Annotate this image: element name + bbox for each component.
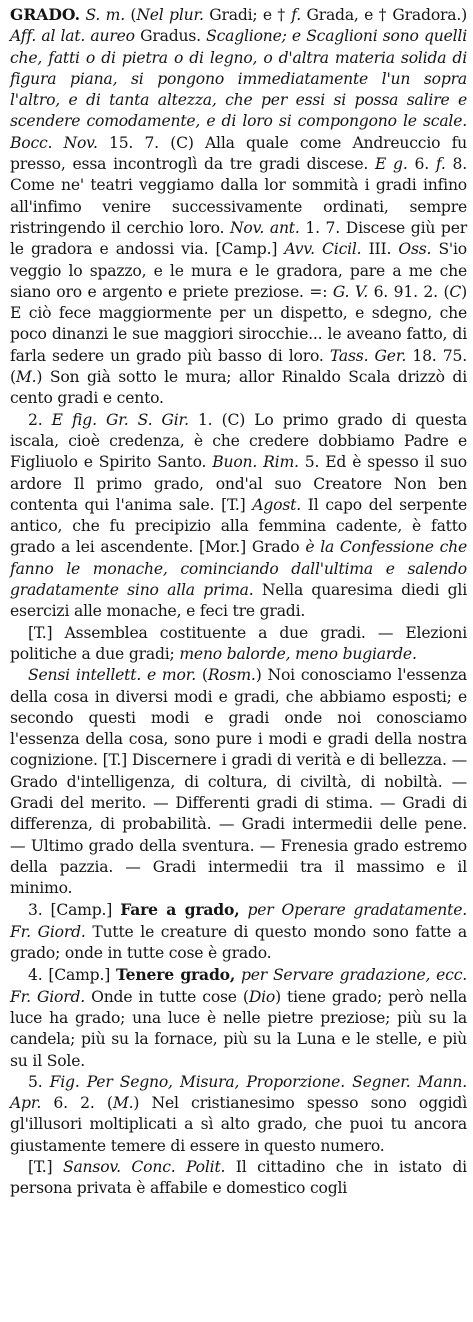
bold-phrase: Tenere grado, xyxy=(116,965,236,985)
italic-text: f. xyxy=(291,6,301,24)
text-run: [T.] Assemblea costituente a due gradi. — Elezioni politiche a due gradi; xyxy=(10,623,467,663)
italic-text: Buon. Rim. xyxy=(212,453,299,472)
italic-text: C xyxy=(449,282,462,301)
text-run: 1. (C) Lo primo grado di questa iscala, cioè credenza, è che credere dobbiamo Padre e Figliuolo e Spirito Santo. xyxy=(10,410,467,472)
text-run: Onde in tutte cose ( xyxy=(85,987,249,1006)
text-run: III. xyxy=(361,240,399,259)
italic-text: Avv. Cicil. xyxy=(284,240,362,259)
text-run: Il capo del serpente antico, che fu precipizio alla femmina cadente, è fatto grado a lei ascendente. [Mor.] Grado xyxy=(10,495,467,557)
italic-text: Sansov. Conc. Polit. xyxy=(62,1158,226,1177)
italic-text: per Servare gradazione, ecc. Fr. Giord. xyxy=(10,966,467,1006)
italic-text: Fig. Per Segno, Misura, Proporzione. Segner. Mann. Apr. xyxy=(10,1072,467,1113)
entry-sense-paragraph xyxy=(10,1072,467,1157)
text-run: Nella quaresima diedi gli esercizi alle monache, e feci tre gradi. xyxy=(10,581,467,621)
text-run: ) Noi conosciamo l'essenza della cosa in diversi modi e gradi, che abbiamo esposti; e secondo questi modi e gradi onde noi conosciamo l'essenza della cosa, sono pure i modi e gradi della nostra cognizione. [T.] Discernere i gradi di verità e di bellezza. — Grado d'intelligenza, di coltura, di civiltà, di nobiltà. — Gradi del merito. — Differenti gradi di stima. — Gradi di differenza, di probabilità. — Gradi intermedii delle pene. — Ultimo grado della sventura. — Frenesia grado estremo della pazzia. — Gradi intermedii tra il massimo e il minimo. xyxy=(10,666,467,898)
entry-sense-paragraph xyxy=(10,964,467,1071)
text-run: S'io veggio lo spazzo, e le mura e le gradora, pare a me che siano oro e argento e priete preziose. =: xyxy=(10,240,467,301)
text-run: ( xyxy=(196,666,208,685)
italic-text: è la Confessione che fanno le monache, cominciando dall'ultima e salendo gradatamente sino alla prima. xyxy=(10,538,467,600)
italic-text: S. m. xyxy=(85,6,125,24)
text-run: 2. xyxy=(28,410,52,429)
text-run: ) Son già sotto le mura; allor Rinaldo Scala drizzò di cento gradi e cento. xyxy=(10,368,467,408)
text-run: 5. xyxy=(28,1072,50,1091)
text-run: Il cittadino che in istato di persona privata è affabile e domestico cogli xyxy=(10,1158,467,1198)
italic-text: Scaglione; e Scaglioni sono quelli che, fatti o di pietra o di legno, o d'altra materia solida di figura piana, si pongono immediatamente l'un sopra l'altro, e di tanta altezza, che per essi si possa salire e scendere comodamente, e di loro si compongono le scale. xyxy=(10,27,467,131)
italic-text: Dio xyxy=(248,987,276,1006)
text-run: ( xyxy=(124,6,137,24)
text-run: Gradi; e † xyxy=(203,6,292,24)
text-run: Gradus. xyxy=(134,27,207,46)
italic-text: E fig. Gr. S. Gir. xyxy=(51,410,189,429)
italic-text: Sensi intellett. e mor. xyxy=(28,666,197,685)
italic-text: per Operare gradatamente. Fr. Giord. xyxy=(10,901,467,941)
italic-text: Bocc. Nov. xyxy=(10,133,98,152)
entry-sense-paragraph xyxy=(10,1157,467,1200)
italic-text: M. xyxy=(15,368,37,387)
italic-text: G. V. xyxy=(332,282,368,301)
entry-headword-paragraph xyxy=(10,4,467,410)
italic-text: Tass. Ger. xyxy=(329,346,407,365)
text-run: Grada, e † Gradora.) xyxy=(300,6,467,24)
text-run: 5. Ed è spesso il suo ardore Il primo grado, ond'al suo Creatore Non ben contenta qui l'anima sale. [T.] xyxy=(10,453,467,514)
text-run: 8. Come ne' teatri veggiamo dalla lor sommità i gradi infino all'infimo venire successivamente ordinati, sempre ristringendo il cerchio loro. xyxy=(10,155,467,237)
text-run: ) E ciò fece maggiormente per un dispetto, e sdegno, che poco dinanzi le sue maggiori sirocchie... le aveano fatto, di farla sedere un grado più basso di loro. xyxy=(10,282,467,365)
italic-text: M. xyxy=(112,1094,134,1113)
text-run: ) tiene grado; però nella luce ha grado; una luce è nelle pietre preziose; più su la candela; più su la fornace, più su la Luna e le stelle, e più su il Sole. xyxy=(10,987,467,1070)
italic-text: Nov. ant. xyxy=(229,218,300,237)
entry-sense-paragraph xyxy=(10,899,467,964)
text-run: 6. 2. ( xyxy=(41,1094,113,1113)
italic-text: E g. xyxy=(375,155,408,174)
text-run: Tutte le creature di questo mondo sono fatte a grado; onde in tutte cose è grado. xyxy=(10,922,467,963)
italic-text: Aff. al lat. aureo xyxy=(10,27,135,46)
text-run: [T.] xyxy=(28,1158,63,1177)
text-run: 6. 91. 2. ( xyxy=(368,282,450,301)
italic-text: Rosm. xyxy=(207,666,256,685)
text-run: 18. 75. ( xyxy=(10,346,467,387)
text-run: 1. 7. Discese giù per le gradora e andossi via. [Camp.] xyxy=(10,218,467,259)
entry-sense-paragraph xyxy=(10,665,467,899)
italic-text: meno balorde, meno bugiarde. xyxy=(179,644,417,663)
entry-sense-paragraph xyxy=(10,623,467,666)
text-run: ) Nel cristianesimo spesso sono oggidì gl'illusori moltiplicati a sì alto grado, che puoi tu ancora giustamente temere di essere in questo numero. xyxy=(10,1094,467,1155)
italic-text: Agost. xyxy=(252,495,301,514)
italic-text: Oss. xyxy=(398,240,432,259)
text-run: 4. [Camp.] xyxy=(28,966,117,985)
headword: GRADO. xyxy=(10,5,80,24)
text-run: 6. xyxy=(407,155,436,174)
text-run: 3. [Camp.] xyxy=(28,901,121,920)
text-run: 15. 7. (C) Alla quale come Andreuccio fu presso, essa incontroglì da tre gradi discese. xyxy=(10,133,467,174)
italic-text: Nel plur. xyxy=(136,6,204,24)
bold-phrase: Fare a grado, xyxy=(120,900,240,920)
italic-text: f. xyxy=(435,155,446,174)
entry-sense-paragraph xyxy=(10,410,467,623)
